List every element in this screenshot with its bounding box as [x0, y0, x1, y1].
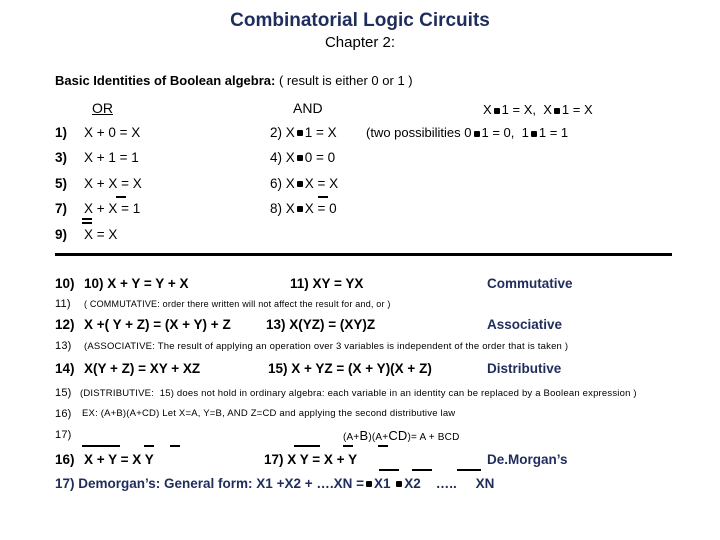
- complement-bar: [170, 445, 180, 447]
- law-number: 14): [55, 361, 75, 376]
- intro-note: ( result is either 0 or 1 ): [278, 73, 413, 88]
- complement-bar: [294, 445, 320, 447]
- note-text: (A+B)(A+CD)= A + BCD: [343, 428, 460, 443]
- chapter-label: Chapter 2:: [324, 34, 396, 51]
- complement-bar: [378, 445, 388, 447]
- note-number: 13): [55, 340, 72, 352]
- and-dot-icon: [297, 130, 303, 136]
- law-right: 13) X(YZ) = (XY)Z: [266, 317, 376, 332]
- or-column-header: OR: [92, 100, 113, 116]
- double-complement-bar: [82, 218, 92, 220]
- complement-bar: [457, 469, 481, 471]
- and-dot-icon: [554, 108, 560, 114]
- identity-and: 2) X 1 = X: [270, 125, 337, 140]
- identity-or: X + 1 = 1: [84, 150, 139, 165]
- note-text: ( COMMUTATIVE: order there written will not affect the result for and, or ): [84, 299, 391, 309]
- identity-number: 3): [55, 150, 68, 165]
- complement-bar: [318, 196, 328, 198]
- and-dot-icon: [366, 481, 372, 487]
- complement-bar: [116, 196, 126, 198]
- identity-number: 5): [55, 176, 68, 191]
- law-left: 10) X + Y = Y + X: [84, 276, 189, 291]
- note-text: EX: (A+B)(A+CD) Let X=A, Y=B, AND Z=CD and applying the second distributive law: [82, 408, 456, 419]
- identity-and: 4) X 0 = 0: [270, 150, 336, 165]
- law-right: 15) X + YZ = (X + Y)(X + Z): [268, 361, 432, 376]
- and-dot-icon: [297, 155, 303, 161]
- note-text: (ASSOCIATIVE: The result of applying an operation over 3 variables is independent of the order that is taken ): [84, 341, 569, 352]
- demorgan-general-form: 17) Demorgan’s: General form: X1 +X2 + ….XN = X1 X2 ….. XN: [55, 476, 495, 491]
- identity-number: 7): [55, 201, 68, 216]
- section-divider: [55, 253, 672, 256]
- identity-number: 9): [55, 227, 68, 242]
- and-dot-icon: [494, 108, 500, 114]
- note-text: (DISTRIBUTIVE: 15) does not hold in ordinary algebra: each variable in an identity can be replaced by a Boolean expression ): [80, 388, 637, 399]
- law-number: 16): [55, 452, 75, 467]
- law-number: 12): [55, 317, 75, 332]
- law-left: X + Y = X Y: [84, 452, 154, 467]
- identity-or: X + X = 1: [84, 201, 141, 216]
- note-number: 11): [55, 298, 71, 310]
- law-left: X(Y + Z) = XY + XZ: [84, 361, 201, 376]
- intro-heading: Basic Identities of Boolean algebra:: [55, 73, 276, 88]
- note-number: 17): [55, 429, 72, 441]
- note-number: 16): [55, 408, 72, 420]
- identity-or: X + X = X: [84, 176, 142, 191]
- double-complement-bar: [82, 222, 92, 224]
- complement-bar: [82, 445, 120, 447]
- and-dot-icon: [474, 131, 480, 137]
- law-right: 11) XY = YX: [290, 276, 364, 291]
- law-tag-commutative: Commutative: [487, 276, 573, 291]
- page-title: Combinatorial Logic Circuits: [230, 10, 490, 31]
- identity-number: 1): [55, 125, 68, 140]
- identity-or: X = X: [84, 227, 118, 242]
- complement-bar: [379, 469, 399, 471]
- and-dot-icon: [297, 206, 303, 212]
- complement-bar: [412, 469, 432, 471]
- and-dot-icon: [297, 181, 303, 187]
- law-number: 10): [55, 276, 75, 291]
- complement-bar: [144, 445, 154, 447]
- and-column-header: AND: [293, 100, 323, 116]
- intro-line: [55, 73, 413, 88]
- side-note-bottom: (two possibilities 0 1 = 0, 1 1 = 1: [366, 125, 569, 140]
- and-dot-icon: [396, 481, 402, 487]
- law-right: 17) X Y = X + Y: [264, 452, 358, 467]
- side-note-top: X 1 = X, X 1 = X: [483, 102, 593, 117]
- and-dot-icon: [531, 131, 537, 137]
- identity-and: 6) X X = X: [270, 176, 339, 191]
- identity-or: X + 0 = X: [84, 125, 141, 140]
- identity-and: 8) X X = 0: [270, 201, 337, 216]
- law-tag-distributive: Distributive: [487, 361, 562, 376]
- complement-bar: [343, 445, 353, 447]
- law-tag-associative: Associative: [487, 317, 563, 332]
- note-number: 15): [55, 387, 72, 399]
- law-tag-demorgan: De.Morgan’s: [487, 452, 568, 467]
- law-left: X +( Y + Z) = (X + Y) + Z: [84, 317, 231, 332]
